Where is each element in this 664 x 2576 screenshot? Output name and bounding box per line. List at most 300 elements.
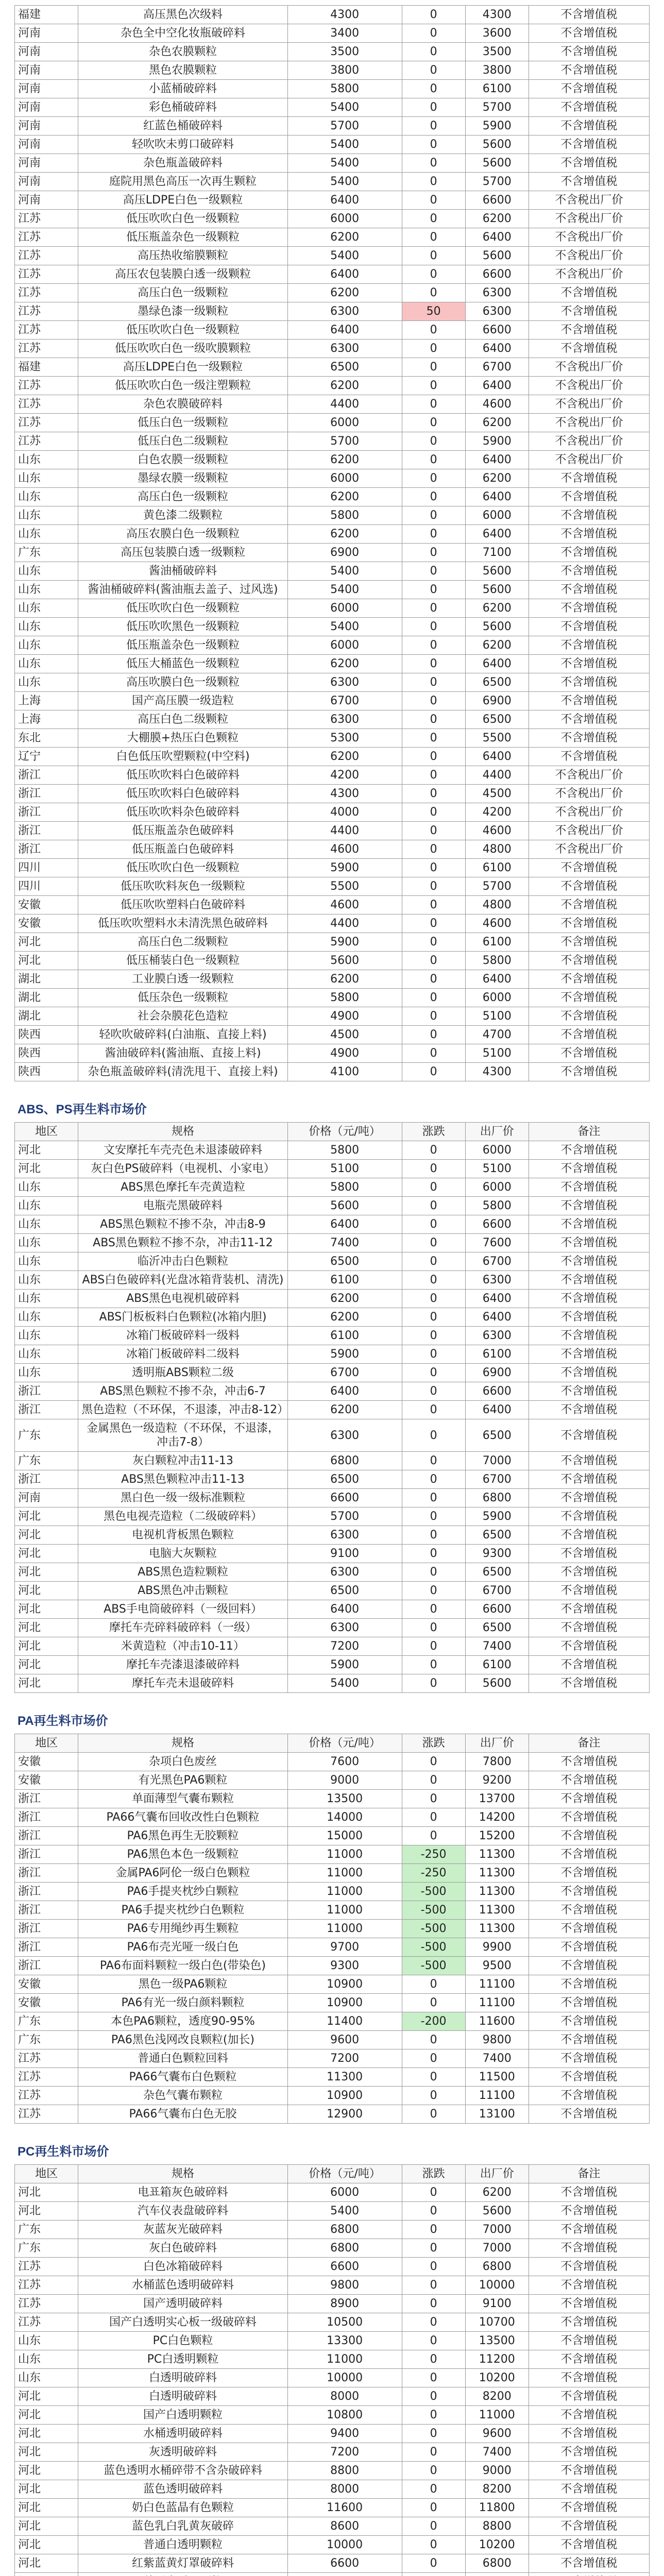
price-cell: 6800 xyxy=(287,2239,402,2258)
price-cell: 5800 xyxy=(287,1141,402,1160)
price-cell: 5900 xyxy=(287,1345,402,1364)
region-cell: 河北 xyxy=(15,2443,78,2462)
note-cell: 不含增值税 xyxy=(529,1044,649,1063)
change-cell: 0 xyxy=(402,2536,465,2554)
note-cell: 不含增值税 xyxy=(529,970,649,989)
spec-cell: 汽车仪表盘破碎料 xyxy=(78,2202,288,2221)
change-cell: 0 xyxy=(402,636,465,655)
factory-price-cell: 6600 xyxy=(465,321,529,340)
note-cell: 不含增值税 xyxy=(529,506,649,525)
spec-cell: 高压黑色次级料 xyxy=(78,6,288,24)
note-cell: 不含税出厂价 xyxy=(529,210,649,228)
note-cell: 不含增值税 xyxy=(529,2049,649,2068)
note-cell: 不含增值税 xyxy=(529,80,649,98)
change-cell: 0 xyxy=(402,877,465,896)
spec-cell: 国产白透明颗粒 xyxy=(78,2406,288,2425)
note-cell: 不含税出厂价 xyxy=(529,377,649,395)
change-cell: 0 xyxy=(402,989,465,1007)
change-cell: 0 xyxy=(402,247,465,265)
factory-price-cell: 5600 xyxy=(465,562,529,581)
change-cell: 0 xyxy=(402,840,465,859)
region-cell: 山东 xyxy=(15,1234,78,1252)
region-cell: 河南 xyxy=(15,61,78,80)
region-cell: 江苏 xyxy=(15,340,78,358)
spec-cell: 高压白色一级颗粒 xyxy=(78,284,288,302)
factory-price-cell: 6300 xyxy=(465,284,529,302)
spec-cell xyxy=(78,2573,288,2576)
factory-price-cell: 5600 xyxy=(465,2202,529,2221)
price-cell: 6600 xyxy=(287,2554,402,2573)
region-cell: 东北 xyxy=(15,729,78,748)
note-cell: 不含增值税 xyxy=(529,284,649,302)
change-cell: 0 xyxy=(402,2258,465,2276)
region-cell: 山东 xyxy=(15,1252,78,1271)
price-cell: 4900 xyxy=(287,1044,402,1063)
factory-price-cell: 5600 xyxy=(465,618,529,636)
factory-price-cell: 6400 xyxy=(465,1308,529,1327)
note-cell: 不含增值税 xyxy=(529,1582,649,1600)
change-cell: 0 xyxy=(402,98,465,117)
factory-price-cell: 6700 xyxy=(465,1470,529,1489)
spec-cell: 白透明破碎料 xyxy=(78,2369,288,2387)
factory-price-cell: 5600 xyxy=(465,154,529,173)
table-row xyxy=(15,2573,650,2576)
note-cell: 不含增值税 xyxy=(529,2443,649,2462)
change-cell: 0 xyxy=(402,822,465,840)
region-cell: 河南 xyxy=(15,117,78,135)
table-row xyxy=(15,2295,650,2313)
change-cell: 0 xyxy=(402,135,465,154)
column-header: 涨跌 xyxy=(402,1734,465,1753)
table-row xyxy=(15,2369,650,2387)
price-cell: 5700 xyxy=(287,1507,402,1526)
factory-price-cell: 6100 xyxy=(465,1656,529,1674)
spec-cell: 奶白色蓝晶有色颗粒 xyxy=(78,2499,288,2517)
factory-price-cell: 13700 xyxy=(465,1790,529,1808)
table-row xyxy=(15,1637,650,1656)
factory-price-cell: 7800 xyxy=(465,1753,529,1771)
change-cell: 0 xyxy=(402,1470,465,1489)
spec-cell: 低压吹吹白色一级注塑颗粒 xyxy=(78,377,288,395)
spec-cell: 杂项白色废丝 xyxy=(78,1753,288,1771)
note-cell: 不含增值税 xyxy=(529,1656,649,1674)
change-cell: 0 xyxy=(402,1753,465,1771)
table-row xyxy=(15,1290,650,1308)
price-cell: 11000 xyxy=(287,1901,402,1920)
region-cell: 河北 xyxy=(15,1563,78,1582)
factory-price-cell: 9300 xyxy=(465,1545,529,1563)
price-cell: 5600 xyxy=(287,1197,402,1215)
region-cell: 浙江 xyxy=(15,1827,78,1845)
change-cell: 0 xyxy=(402,432,465,451)
change-cell: 0 xyxy=(402,2499,465,2517)
note-cell: 不含增值税 xyxy=(529,2425,649,2443)
factory-price-cell: 5500 xyxy=(465,729,529,748)
price-cell: 10900 xyxy=(287,1975,402,1994)
price-cell: 4100 xyxy=(287,1063,402,1081)
table-row xyxy=(15,284,650,302)
factory-price-cell: 9900 xyxy=(465,1938,529,1957)
price-cell: 9100 xyxy=(287,1545,402,1563)
spec-cell: 低压吹吹黑色一级颗粒 xyxy=(78,618,288,636)
price-cell: 7400 xyxy=(287,1234,402,1252)
table-row xyxy=(15,2049,650,2068)
price-cell: 6300 xyxy=(287,302,402,321)
column-header: 出厂价 xyxy=(465,1123,529,1141)
spec-cell: 低压瓶盖白色破碎料 xyxy=(78,840,288,859)
factory-price-cell: 9200 xyxy=(465,1771,529,1790)
factory-price-cell: 7400 xyxy=(465,2443,529,2462)
note-cell: 不含增值税 xyxy=(529,618,649,636)
region-cell: 山东 xyxy=(15,1178,78,1197)
change-cell: 0 xyxy=(402,970,465,989)
table-row xyxy=(15,1845,650,1864)
price-cell: 6300 xyxy=(287,1563,402,1582)
factory-price-cell: 3500 xyxy=(465,43,529,61)
note-cell: 不含增值税 xyxy=(529,2068,649,2087)
note-cell: 不含增值税 xyxy=(529,1674,649,1693)
spec-cell: PC白透明颗粒 xyxy=(78,2350,288,2369)
column-header: 价格（元/吨） xyxy=(287,1734,402,1753)
change-cell: 0 xyxy=(402,525,465,544)
table-row xyxy=(15,544,650,562)
price-cell: 10000 xyxy=(287,2369,402,2387)
spec-cell: 米黄造粒（冲击10-11） xyxy=(78,1637,288,1656)
change-cell: 0 xyxy=(402,43,465,61)
factory-price-cell: 6300 xyxy=(465,1327,529,1345)
change-cell: 0 xyxy=(402,859,465,877)
spec-cell: 低压吹吹白色一级吹膜颗粒 xyxy=(78,340,288,358)
factory-price-cell: 6700 xyxy=(465,1252,529,1271)
price-cell: 5400 xyxy=(287,618,402,636)
note-cell: 不含增值税 xyxy=(529,1197,649,1215)
note-cell: 不含增值税 xyxy=(529,655,649,673)
spec-cell: 高压包装膜白透一级颗粒 xyxy=(78,544,288,562)
region-cell: 河北 xyxy=(15,1619,78,1637)
note-cell: 不含增值税 xyxy=(529,6,649,24)
region-cell: 江苏 xyxy=(15,395,78,414)
spec-cell: 灰白色破碎料 xyxy=(78,2239,288,2258)
factory-price-cell: 5600 xyxy=(465,247,529,265)
region-cell: 安徽 xyxy=(15,1771,78,1790)
spec-cell: 低压瓶盖杂色一级颗粒 xyxy=(78,228,288,247)
price-cell: 6300 xyxy=(287,340,402,358)
note-cell: 不含增值税 xyxy=(529,2313,649,2332)
price-cell: 5400 xyxy=(287,98,402,117)
price-cell: 6000 xyxy=(287,599,402,618)
change-cell: 0 xyxy=(402,377,465,395)
change-cell: 0 xyxy=(402,1234,465,1252)
table-row xyxy=(15,692,650,710)
factory-price-cell: 6500 xyxy=(465,1526,529,1545)
price-cell: 4400 xyxy=(287,395,402,414)
note-cell: 不含增值税 xyxy=(529,1271,649,1290)
price-cell: 6500 xyxy=(287,358,402,377)
price-cell: 6000 xyxy=(287,414,402,432)
change-cell: 0 xyxy=(402,265,465,284)
change-cell: 0 xyxy=(402,321,465,340)
change-cell: 0 xyxy=(402,61,465,80)
price-cell: 6200 xyxy=(287,1401,402,1419)
table-row xyxy=(15,710,650,729)
note-cell: 不含增值税 xyxy=(529,1507,649,1526)
spec-cell: 工业膜白透一级颗粒 xyxy=(78,970,288,989)
change-cell: 0 xyxy=(402,1044,465,1063)
table-row xyxy=(15,358,650,377)
spec-cell: 低压桶装白色一级颗粒 xyxy=(78,952,288,970)
change-cell xyxy=(402,2573,465,2576)
column-header: 地区 xyxy=(15,2165,78,2183)
table-row xyxy=(15,2480,650,2499)
price-cell: 7200 xyxy=(287,2049,402,2068)
region-cell: 河南 xyxy=(15,80,78,98)
note-cell: 不含增值税 xyxy=(529,2105,649,2124)
note-cell: 不含增值税 xyxy=(529,2183,649,2202)
region-cell: 河北 xyxy=(15,1637,78,1656)
note-cell: 不含增值税 xyxy=(529,544,649,562)
change-cell: 0 xyxy=(402,1452,465,1470)
region-cell: 浙江 xyxy=(15,1790,78,1808)
price-cell: 4400 xyxy=(287,914,402,933)
factory-price-cell: 4300 xyxy=(465,1063,529,1081)
factory-price-cell: 8200 xyxy=(465,2387,529,2406)
region-cell: 河北 xyxy=(15,2406,78,2425)
price-cell: 5400 xyxy=(287,1674,402,1693)
region-cell: 江苏 xyxy=(15,265,78,284)
factory-price-cell: 6200 xyxy=(465,636,529,655)
factory-price-cell: 6200 xyxy=(465,210,529,228)
table-row xyxy=(15,1364,650,1382)
change-cell: 0 xyxy=(402,2554,465,2573)
price-cell: 4500 xyxy=(287,1026,402,1044)
change-cell: 0 xyxy=(402,1619,465,1637)
factory-price-cell: 4600 xyxy=(465,395,529,414)
change-cell: 0 xyxy=(402,1290,465,1308)
factory-price-cell: 5100 xyxy=(465,1160,529,1178)
region-cell: 山东 xyxy=(15,488,78,506)
spec-cell: ABS黑色颗粒不掺不杂，冲击6-7 xyxy=(78,1382,288,1401)
table-row xyxy=(15,989,650,1007)
change-cell: 0 xyxy=(402,1582,465,1600)
factory-price-cell: 4300 xyxy=(465,6,529,24)
change-cell: 0 xyxy=(402,506,465,525)
note-cell: 不含增值税 xyxy=(529,859,649,877)
price-cell: 10900 xyxy=(287,1994,402,2012)
price-cell: 8000 xyxy=(287,2480,402,2499)
table-row xyxy=(15,1026,650,1044)
change-cell: 0 xyxy=(402,2031,465,2049)
note-cell: 不含税出厂价 xyxy=(529,785,649,803)
change-cell: 0 xyxy=(402,766,465,785)
note-cell: 不含增值税 xyxy=(529,2221,649,2239)
column-header: 规格 xyxy=(78,1734,288,1753)
price-cell: 6600 xyxy=(287,2258,402,2276)
region-cell: 浙江 xyxy=(15,1901,78,1920)
note-cell: 不含增值税 xyxy=(529,1401,649,1419)
price-cell: 6200 xyxy=(287,284,402,302)
region-cell: 山东 xyxy=(15,2332,78,2350)
region-cell: 山东 xyxy=(15,599,78,618)
region-cell: 河北 xyxy=(15,1656,78,1674)
note-cell: 不含增值税 xyxy=(529,2387,649,2406)
region-cell: 河北 xyxy=(15,2462,78,2480)
factory-price-cell: 6200 xyxy=(465,469,529,488)
table-row xyxy=(15,1345,650,1364)
note-cell: 不含增值税 xyxy=(529,2480,649,2499)
note-cell: 不含增值税 xyxy=(529,1252,649,1271)
table-row xyxy=(15,2183,650,2202)
region-cell: 湖北 xyxy=(15,1007,78,1026)
price-cell: 5500 xyxy=(287,877,402,896)
region-cell: 河南 xyxy=(15,1489,78,1507)
note-cell: 不含增值税 xyxy=(529,1526,649,1545)
spec-cell: 普通白透明颗粒 xyxy=(78,2536,288,2554)
region-cell: 河北 xyxy=(15,952,78,970)
change-cell: -200 xyxy=(402,2012,465,2031)
factory-price-cell: 9800 xyxy=(465,2031,529,2049)
spec-cell: 有光黑色PA6颗粒 xyxy=(78,1771,288,1790)
note-cell: 不含增值税 xyxy=(529,599,649,618)
factory-price-cell: 4200 xyxy=(465,803,529,822)
region-cell: 浙江 xyxy=(15,1845,78,1864)
region-cell: 河北 xyxy=(15,1600,78,1619)
change-cell: 0 xyxy=(402,2221,465,2239)
price-cell: 4600 xyxy=(287,896,402,914)
note-cell: 不含增值税 xyxy=(529,1290,649,1308)
factory-price-cell: 11500 xyxy=(465,2068,529,2087)
price-cell: 5900 xyxy=(287,859,402,877)
spec-cell: 普通白色颗粒回料 xyxy=(78,2049,288,2068)
change-cell: 0 xyxy=(402,6,465,24)
table-row xyxy=(15,1600,650,1619)
region-cell: 江苏 xyxy=(15,414,78,432)
spec-cell: 低压吹吹白色一级颗粒 xyxy=(78,599,288,618)
column-header: 价格（元/吨） xyxy=(287,1123,402,1141)
note-cell: 不含增值税 xyxy=(529,488,649,506)
price-cell: 5400 xyxy=(287,173,402,191)
note-cell: 不含增值税 xyxy=(529,1600,649,1619)
factory-price-cell: 6000 xyxy=(465,506,529,525)
note-cell: 不含增值税 xyxy=(529,1489,649,1507)
region-cell: 河北 xyxy=(15,933,78,952)
price-cell: 11000 xyxy=(287,1845,402,1864)
table-row xyxy=(15,1160,650,1178)
region-cell: 安徽 xyxy=(15,914,78,933)
region-cell: 辽宁 xyxy=(15,748,78,766)
table-row xyxy=(15,1382,650,1401)
factory-price-cell: 6700 xyxy=(465,358,529,377)
region-cell: 山东 xyxy=(15,1271,78,1290)
change-cell: 0 xyxy=(402,1327,465,1345)
factory-price-cell: 11100 xyxy=(465,2087,529,2105)
change-cell: 0 xyxy=(402,1790,465,1808)
price-cell: 6000 xyxy=(287,636,402,655)
spec-cell: 杂色瓶盖破碎料 xyxy=(78,154,288,173)
spec-cell: 酱油破碎料(酱油瓶、直接上料) xyxy=(78,1044,288,1063)
spec-cell: 轻吹吹未剪口破碎料 xyxy=(78,135,288,154)
factory-price-cell: 8200 xyxy=(465,2480,529,2499)
change-cell: 0 xyxy=(402,210,465,228)
note-cell: 不含增值税 xyxy=(529,877,649,896)
spec-cell: 杂色全中空化妆瓶破碎料 xyxy=(78,24,288,43)
table-row xyxy=(15,859,650,877)
table-row xyxy=(15,2536,650,2554)
region-cell: 浙江 xyxy=(15,785,78,803)
region-cell: 山东 xyxy=(15,618,78,636)
change-cell: 0 xyxy=(402,748,465,766)
spec-cell: 摩托车壳漆退漆破碎料 xyxy=(78,1656,288,1674)
region-cell: 山东 xyxy=(15,581,78,599)
price-cell: 4000 xyxy=(287,803,402,822)
note-cell: 不含增值税 xyxy=(529,1141,649,1160)
region-cell: 浙江 xyxy=(15,1938,78,1957)
spec-cell: ABS黑色造粒颗粒 xyxy=(78,1563,288,1582)
price-cell: 6600 xyxy=(287,1489,402,1507)
factory-price-cell: 11100 xyxy=(465,1994,529,2012)
spec-cell: 高压白色二级颗粒 xyxy=(78,933,288,952)
spec-cell: PA6专用绳纱再生颗粒 xyxy=(78,1920,288,1938)
factory-price-cell: 6400 xyxy=(465,377,529,395)
region-cell: 山东 xyxy=(15,1345,78,1364)
price-cell: 6500 xyxy=(287,1470,402,1489)
region-cell: 广东 xyxy=(15,2239,78,2258)
factory-price-cell: 8800 xyxy=(465,2517,529,2536)
change-cell: 0 xyxy=(402,1382,465,1401)
table-row xyxy=(15,1753,650,1771)
note-cell: 不含增值税 xyxy=(529,636,649,655)
factory-price-cell: 6400 xyxy=(465,970,529,989)
factory-price-cell: 5100 xyxy=(465,1044,529,1063)
note-cell: 不含增值税 xyxy=(529,1215,649,1234)
note-cell: 不含增值税 xyxy=(529,914,649,933)
spec-cell: 低压吹吹白色一级颗粒 xyxy=(78,210,288,228)
note-cell: 不含税出厂价 xyxy=(529,395,649,414)
spec-cell: 冰箱门板破碎料一级料 xyxy=(78,1327,288,1345)
table-row xyxy=(15,321,650,340)
note-cell: 不含增值税 xyxy=(529,340,649,358)
change-cell: 0 xyxy=(402,2068,465,2087)
table-row xyxy=(15,1526,650,1545)
table-row xyxy=(15,340,650,358)
note-cell: 不含增值税 xyxy=(529,2087,649,2105)
factory-price-cell: 6800 xyxy=(465,2258,529,2276)
region-cell: 山东 xyxy=(15,2350,78,2369)
factory-price-cell: 5800 xyxy=(465,1197,529,1215)
table-row xyxy=(15,2258,650,2276)
note-cell: 不含增值税 xyxy=(529,2202,649,2221)
note-cell: 不含增值税 xyxy=(529,1308,649,1327)
spec-cell: 低压吹吹塑料白色破碎料 xyxy=(78,896,288,914)
table-row xyxy=(15,2443,650,2462)
factory-price-cell: 6400 xyxy=(465,748,529,766)
table-row xyxy=(15,877,650,896)
price-cell: 3800 xyxy=(287,61,402,80)
spec-cell: 高压吹膜白色一级颗粒 xyxy=(78,673,288,692)
table-row xyxy=(15,1545,650,1563)
column-header: 备注 xyxy=(529,1734,649,1753)
factory-price-cell: 6300 xyxy=(465,1271,529,1290)
spec-cell: 低压吹吹料杂色破碎料 xyxy=(78,803,288,822)
region-cell: 河北 xyxy=(15,2480,78,2499)
table-row xyxy=(15,562,650,581)
price-cell: 6500 xyxy=(287,1252,402,1271)
spec-cell: PA66气囊布白色无胶 xyxy=(78,2105,288,2124)
note-cell: 不含增值税 xyxy=(529,581,649,599)
factory-price-cell: 3800 xyxy=(465,61,529,80)
change-cell: 0 xyxy=(402,1215,465,1234)
note-cell: 不含增值税 xyxy=(529,1845,649,1864)
note-cell: 不含增值税 xyxy=(529,1364,649,1382)
